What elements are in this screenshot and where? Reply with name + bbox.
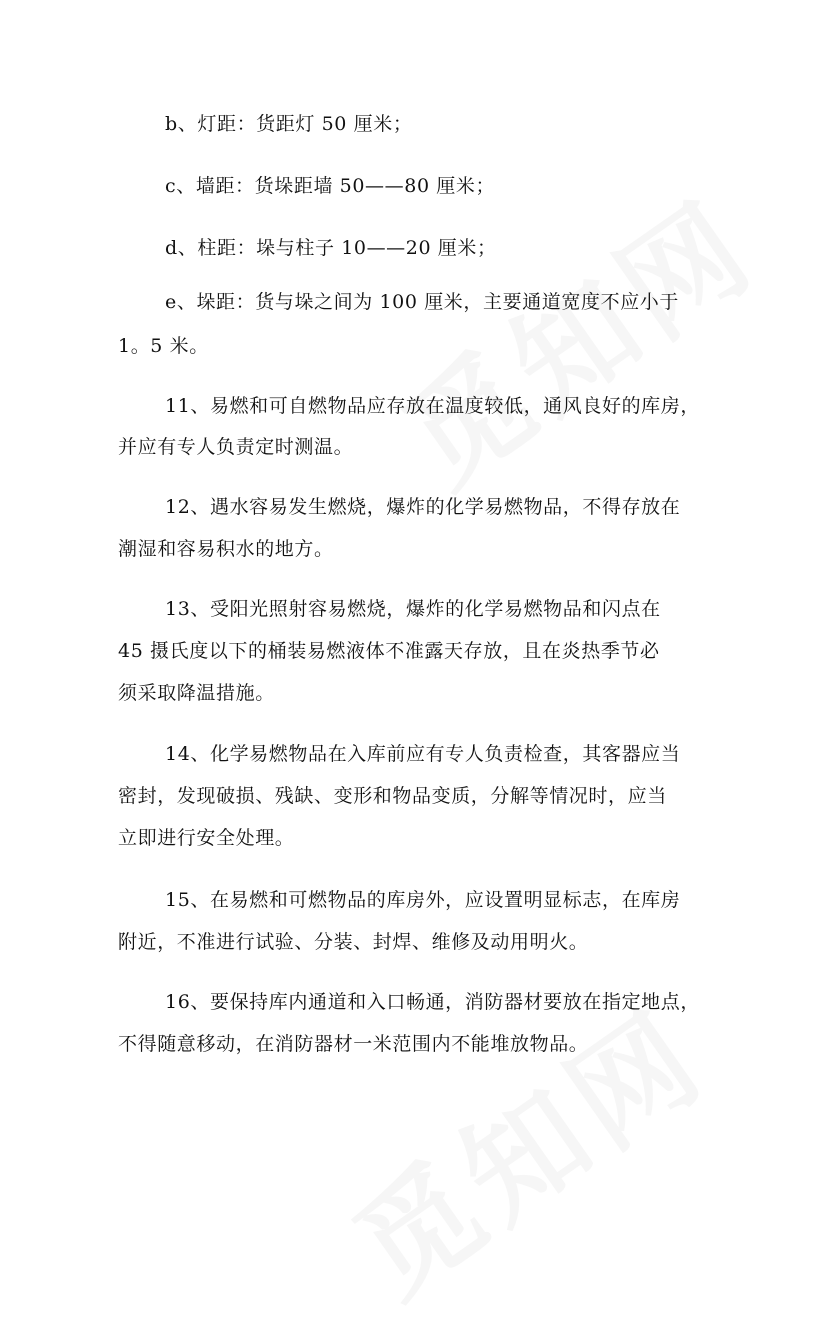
paragraph-line: e、垛距：货与垛之间为 100 厘米，主要通道宽度不应小于: [165, 291, 679, 313]
paragraph-line: 密封，发现破损、残缺、变形和物品变质，分解等情况时，应当: [118, 785, 667, 807]
paragraph-line: 须采取降温措施。: [118, 682, 275, 704]
paragraph-line: 并应有专人负责定时测温。: [118, 436, 354, 458]
paragraph-line: c、墙距：货垛距墙 50——80 厘米；: [165, 175, 496, 197]
paragraph-line: 附近，不准进行试验、分装、封焊、维修及动用明火。: [118, 931, 589, 953]
paragraph-line: 45 摄氏度以下的桶装易燃液体不准露天存放，且在炎热季节必: [118, 640, 660, 662]
paragraph-line: 16、要保持库内通道和入口畅通，消防器材要放在指定地点，: [165, 991, 700, 1013]
paragraph-line: 15、在易燃和可燃物品的库房外，应设置明显标志，在库房: [165, 889, 681, 911]
paragraph-line: 12、遇水容易发生燃烧，爆炸的化学易燃物品，不得存放在: [165, 496, 681, 518]
paragraph-line: 1。5 米。: [118, 335, 209, 357]
paragraph-line: 13、受阳光照射容易燃烧，爆炸的化学易燃物品和闪点在: [165, 598, 661, 620]
paragraph-line: d、柱距：垛与柱子 10——20 厘米；: [165, 237, 497, 259]
paragraph-line: 不得随意移动，在消防器材一米范围内不能堆放物品。: [118, 1033, 589, 1055]
watermark: [366, 154, 784, 519]
paragraph-line: 立即进行安全处理。: [118, 827, 295, 849]
paragraph-line: 11、易燃和可自燃物品应存放在温度较低，通风良好的库房，: [165, 395, 700, 417]
paragraph-line: b、灯距：货距灯 50 厘米；: [165, 113, 413, 135]
watermark: [316, 964, 734, 1328]
paragraph-line: 14、化学易燃物品在入库前应有专人负责检查，其客器应当: [165, 743, 681, 765]
paragraph-line: 潮湿和容易积水的地方。: [118, 538, 334, 560]
